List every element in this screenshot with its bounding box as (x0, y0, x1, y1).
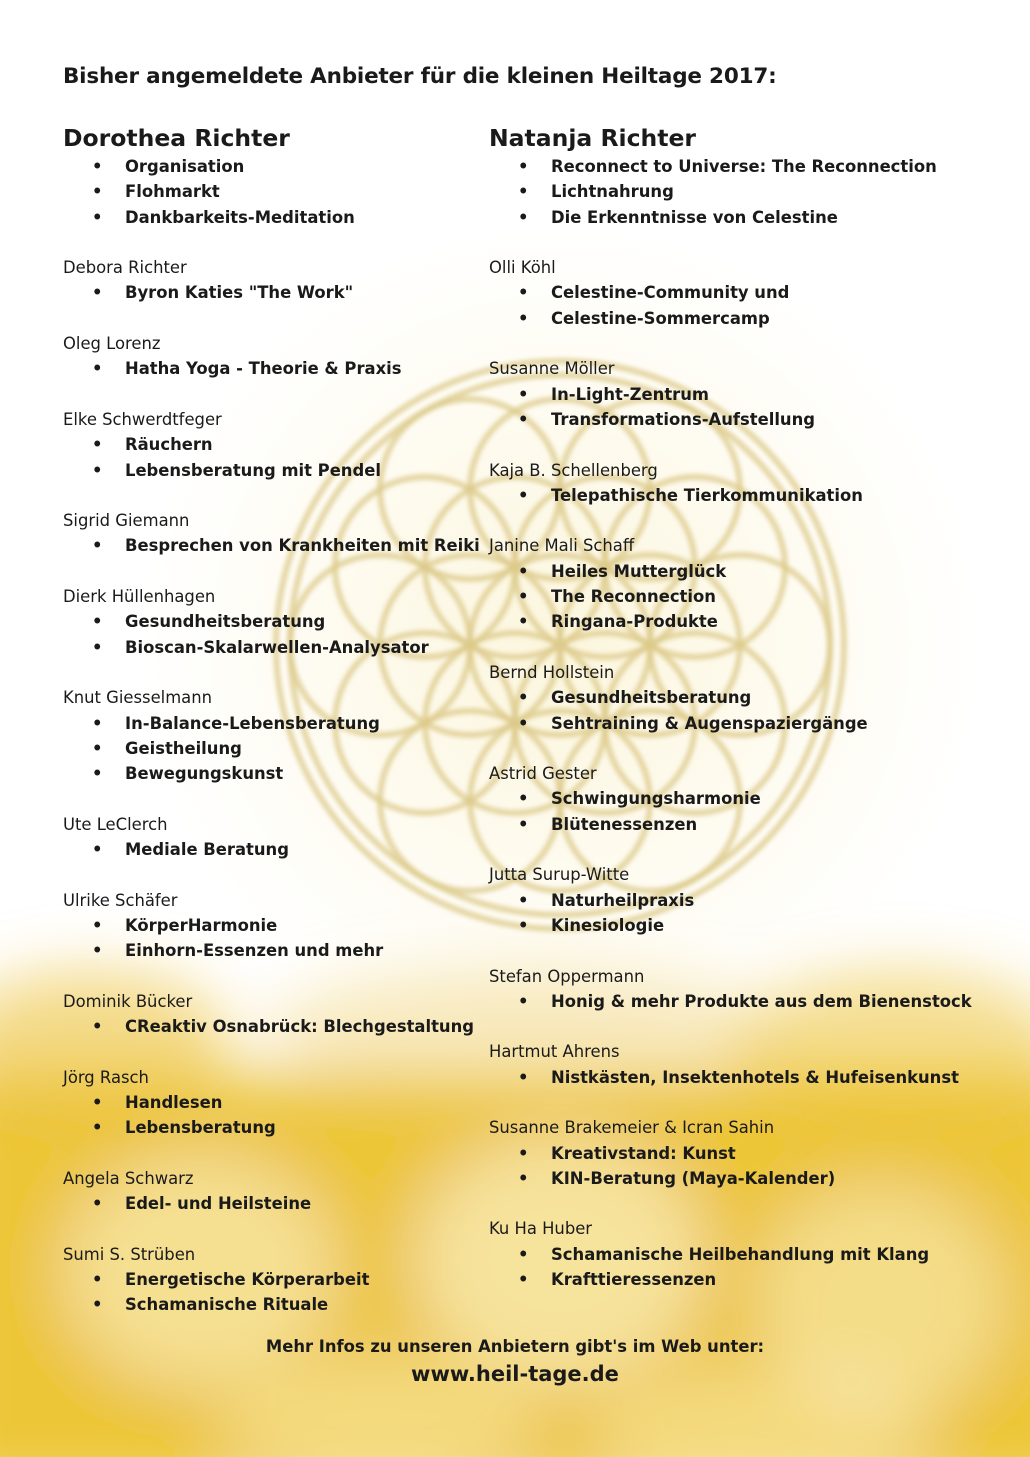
offering-list (489, 559, 989, 635)
vendor-name: Janine Mali Schaff (489, 536, 635, 556)
offering-item: • Celestine-Community und (489, 280, 989, 305)
offering-list (489, 1141, 989, 1192)
offering-list (63, 913, 483, 964)
offering-item: • Bewegungskunst (63, 761, 483, 786)
offering-item: • Schamanische Rituale (63, 1292, 483, 1317)
vendor-name: Jutta Surup-Witte (489, 865, 630, 885)
offering-item: • Handlesen (63, 1090, 483, 1115)
vendor-entry (63, 1065, 483, 1141)
vendor-name: Jörg Rasch (63, 1067, 149, 1087)
offering-item: • Schwingungsharmonie (489, 786, 989, 811)
vendor-name: Susanne Brakemeier & Icran Sahin (489, 1118, 775, 1138)
offering-item: • Honig & mehr Produkte aus dem Bienenstock (489, 989, 989, 1014)
offering-list (489, 1242, 989, 1293)
offering-item: • Schamanische Heilbehandlung mit Klang (489, 1242, 989, 1267)
offering-item: • Telepathische Tierkommunikation (489, 483, 989, 508)
vendor-entry (63, 331, 483, 382)
offering-item: • Energetische Körperarbeit (63, 1267, 483, 1292)
offering-list (63, 154, 483, 230)
vendor-entry (489, 862, 989, 938)
offering-item: • Byron Katies "The Work" (63, 280, 483, 305)
offering-item: • In-Light-Zentrum (489, 382, 989, 407)
offering-item: • Gesundheitsberatung (489, 685, 989, 710)
offering-item: • Bioscan-Skalarwellen-Analysator (63, 635, 483, 660)
vendor-name: Dorothea Richter (63, 124, 290, 152)
vendor-name: Angela Schwarz (63, 1168, 194, 1188)
vendor-name: Hartmut Ahrens (489, 1042, 620, 1062)
offering-item: • Lebensberatung mit Pendel (63, 458, 483, 483)
vendor-entry (489, 1115, 989, 1191)
vendor-name: Dierk Hüllenhagen (63, 587, 216, 607)
offering-item: • Naturheilpraxis (489, 888, 989, 913)
vendor-entry (63, 407, 483, 483)
offering-item: • Organisation (63, 154, 483, 179)
offering-item: • KIN-Beratung (Maya-Kalender) (489, 1166, 989, 1191)
offering-item: • CReaktiv Osnabrück: Blechgestaltung (63, 1014, 483, 1039)
vendor-name: Debora Richter (63, 258, 187, 278)
vendor-name: Stefan Oppermann (489, 966, 645, 986)
vendor-name: Sumi S. Strüben (63, 1244, 196, 1264)
vendor-entry (489, 458, 989, 509)
vendor-entry (489, 255, 989, 331)
offering-list (63, 711, 483, 787)
vendor-name: Susanne Möller (489, 359, 615, 379)
page-title: Bisher angemeldete Anbieter für die kleinen Heiltage 2017: (63, 64, 777, 89)
vendor-name: Oleg Lorenz (63, 334, 161, 354)
offering-list (63, 533, 483, 558)
vendor-entry (489, 1216, 989, 1292)
vendor-name: Knut Giesselmann (63, 688, 213, 708)
offering-item: • Lichtnahrung (489, 179, 989, 204)
offering-item: • Reconnect to Universe: The Reconnection (489, 154, 989, 179)
vendor-entry (489, 120, 989, 230)
vendor-entry (489, 761, 989, 837)
vendor-entry (63, 508, 483, 559)
offering-list (489, 483, 989, 508)
offering-item: • Kinesiologie (489, 913, 989, 938)
vendor-name: Sigrid Giemann (63, 511, 190, 531)
offering-item: • Heiles Mutterglück (489, 559, 989, 584)
offering-list (63, 356, 483, 381)
offering-item: • Die Erkenntnisse von Celestine (489, 205, 989, 230)
footer-info-text: Mehr Infos zu unseren Anbietern gibt's im Web unter: (265, 1337, 765, 1356)
offering-list (489, 888, 989, 939)
offering-item: • Edel- und Heilsteine (63, 1191, 483, 1216)
vendor-entry (63, 1166, 483, 1217)
offering-item: • In-Balance-Lebensberatung (63, 711, 483, 736)
vendor-entry (63, 989, 483, 1040)
offering-item: • Geistheilung (63, 736, 483, 761)
offering-list (63, 1191, 483, 1216)
offering-item: • Kreativstand: Kunst (489, 1141, 989, 1166)
vendor-entry (489, 356, 989, 432)
vendor-entry (63, 812, 483, 863)
offering-list (63, 1267, 483, 1318)
vendor-entry (489, 660, 989, 736)
offering-item: • Blütenessenzen (489, 812, 989, 837)
offering-item: • Krafttieressenzen (489, 1267, 989, 1292)
offering-list (489, 1065, 989, 1090)
vendor-entry (63, 685, 483, 786)
offering-list (63, 609, 483, 660)
offering-list (63, 1014, 483, 1039)
offering-item: • Räuchern (63, 432, 483, 457)
offering-item: • KörperHarmonie (63, 913, 483, 938)
offering-item: • Celestine-Sommercamp (489, 306, 989, 331)
vendor-entry (63, 888, 483, 964)
website-link[interactable]: www.heil-tage.de (411, 1362, 619, 1386)
vendor-name: Ute LeClerch (63, 814, 168, 834)
vendor-name: Elke Schwerdtfeger (63, 409, 222, 429)
offering-item: • Hatha Yoga - Theorie & Praxis (63, 356, 483, 381)
vendor-entry (489, 964, 989, 1015)
offering-list (63, 432, 483, 483)
offering-list (489, 154, 989, 230)
vendor-entry (489, 1039, 989, 1090)
vendor-entry (63, 120, 483, 230)
offering-item: • Gesundheitsberatung (63, 609, 483, 634)
vendor-entry (63, 255, 483, 306)
vendor-name: Ku Ha Huber (489, 1219, 593, 1239)
vendor-name: Ulrike Schäfer (63, 890, 178, 910)
vendor-name: Astrid Gester (489, 764, 597, 784)
offering-item: • Nistkästen, Insektenhotels & Hufeisenkunst (489, 1065, 989, 1090)
offering-item: • Einhorn-Essenzen und mehr (63, 938, 483, 963)
offering-list (489, 989, 989, 1014)
offering-item: • Ringana-Produkte (489, 609, 989, 634)
offering-item: • The Reconnection (489, 584, 989, 609)
offering-item: • Sehtraining & Augenspaziergänge (489, 711, 989, 736)
offering-item: • Flohmarkt (63, 179, 483, 204)
vendor-name: Kaja B. Schellenberg (489, 460, 658, 480)
offering-item: • Mediale Beratung (63, 837, 483, 862)
offering-list (63, 837, 483, 862)
vendor-name: Dominik Bücker (63, 991, 193, 1011)
vendor-entry (63, 584, 483, 660)
offering-item: • Lebensberatung (63, 1115, 483, 1140)
offering-item: • Transformations-Aufstellung (489, 407, 989, 432)
vendor-name: Natanja Richter (489, 124, 697, 152)
left-vendor-column (63, 120, 483, 1343)
offering-item: • Besprechen von Krankheiten mit Reiki (63, 533, 483, 558)
vendor-entry (63, 1242, 483, 1318)
offering-list (489, 685, 989, 736)
offering-list (63, 280, 483, 305)
offering-item: • Dankbarkeits-Meditation (63, 205, 483, 230)
offering-list (489, 786, 989, 837)
offering-list (489, 280, 989, 331)
offering-list (63, 1090, 483, 1141)
offering-list (489, 382, 989, 433)
vendor-name: Olli Köhl (489, 258, 556, 278)
right-vendor-column (489, 120, 989, 1318)
vendor-entry (489, 533, 989, 634)
vendor-name: Bernd Hollstein (489, 662, 615, 682)
